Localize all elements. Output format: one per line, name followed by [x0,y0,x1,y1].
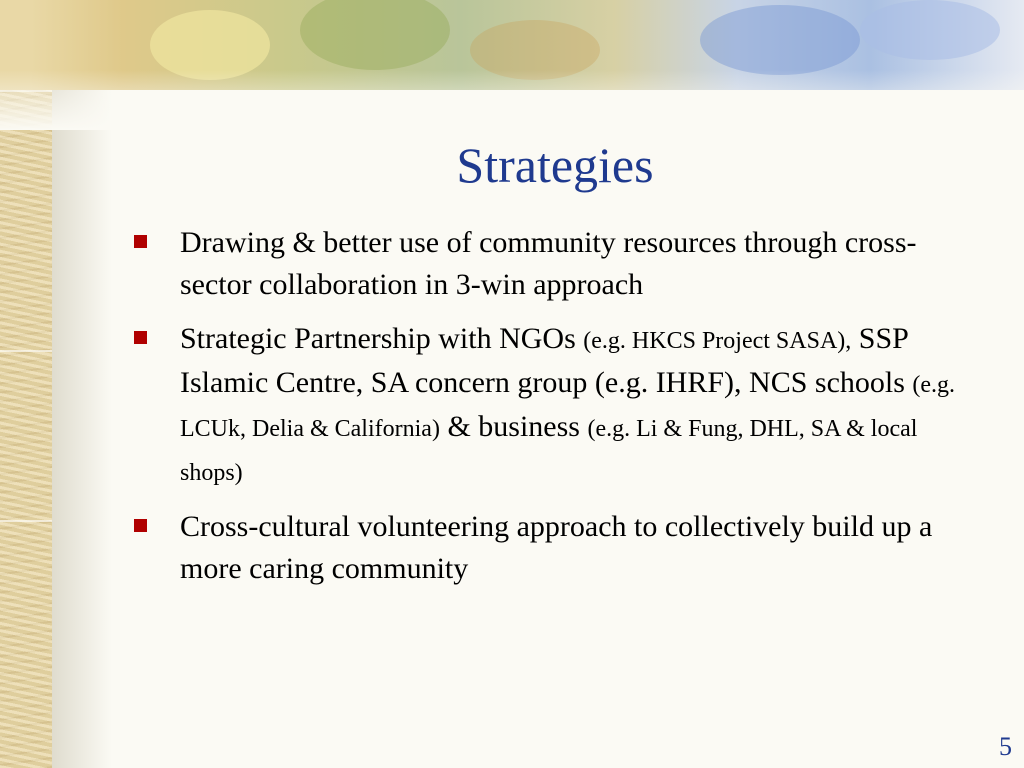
bullet-text: Drawing & better use of community resources through cross-sector collaboration in 3-win approach [180,226,917,301]
bullet-text: SSP Islamic Centre, SA concern group (e.g. IHRF), NCS schools [180,322,913,399]
bullet-text: Cross-cultural volunteering approach to collectively build up a more caring community [180,510,933,585]
bullet-text: & business [439,410,588,443]
strip-seam [0,520,52,522]
flower-shape [700,5,860,75]
flower-shape [860,0,1000,60]
bullet-item [130,506,970,590]
bullet-list [130,222,970,602]
bullet-item [130,222,970,306]
square-bullet-icon [134,331,147,344]
slide-title: Strategies [456,137,654,193]
leaf-shape [300,0,450,70]
strip-seam [0,350,52,352]
page-number: 5 [999,732,1012,761]
bullet-item [130,318,970,494]
bullet-text: Strategic Partnership with NGOs [180,322,584,355]
bullet-example-text: (e.g. HKCS Project SASA), [583,328,852,354]
banner-fade [0,70,1024,130]
bullet-example-text: (e.g. LCUk, Delia & California) [180,372,956,442]
square-bullet-icon [134,235,147,248]
square-bullet-icon [134,519,147,532]
bullet-example-text: (e.g. Li & Fung, DHL, SA & local shops) [180,416,918,486]
